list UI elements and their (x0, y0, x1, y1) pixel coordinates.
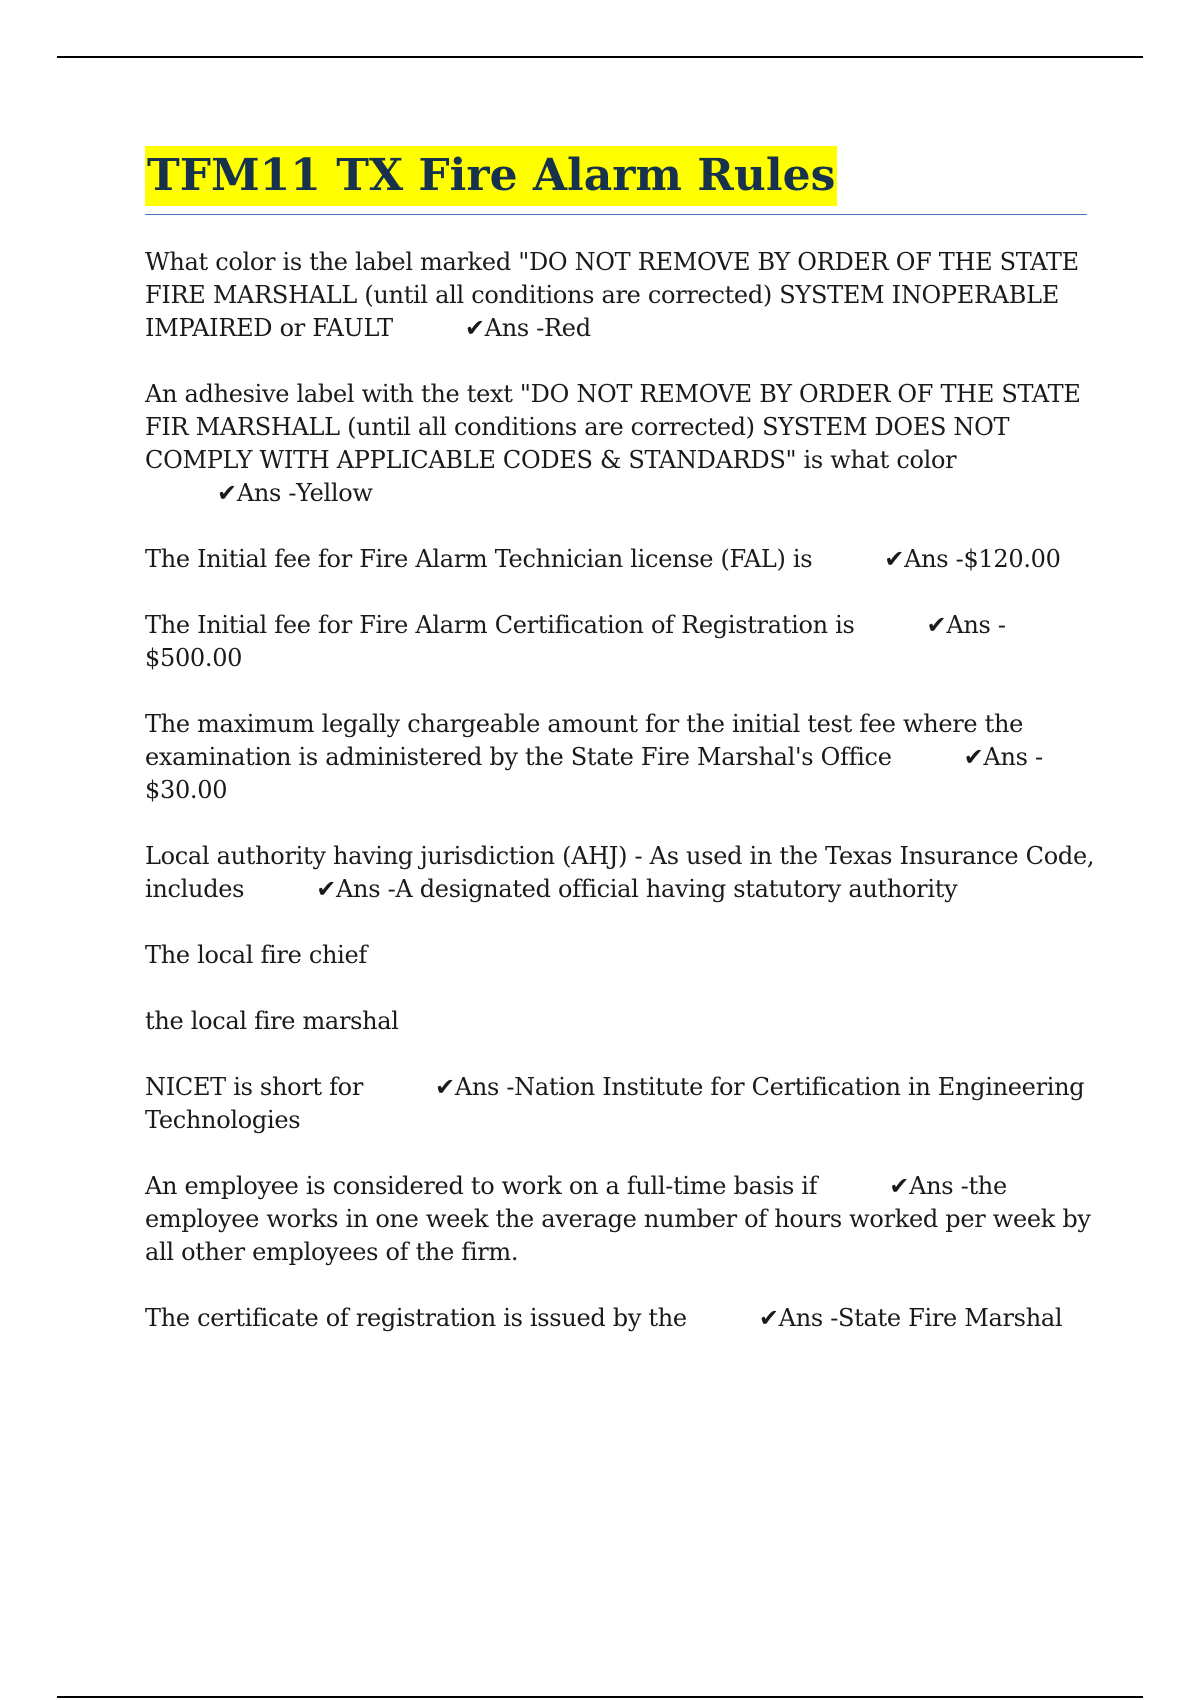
plain-line: The local fire chief (145, 941, 368, 969)
answer-label: Ans (946, 611, 991, 639)
qa-item (145, 543, 1095, 576)
answer-text: State Fire Marshal (838, 1304, 1063, 1332)
question-text: What color is the label marked "DO NOT REMOVE BY ORDER OF THE STATE FIRE MARSHALL (until all conditions are corrected) SYSTEM INOPERABLE IMPAIRED or FAULT (145, 248, 1079, 342)
answer-label: Ans (454, 1073, 500, 1101)
check-icon: ✔ (963, 743, 984, 771)
answer-text: Nation Institute for Certification in Engineering Technologies (145, 1073, 1085, 1134)
answer-marker (927, 609, 1006, 642)
answer-text: $500.00 (145, 644, 243, 672)
answer-label: Ans (484, 314, 529, 342)
answer-text: Yellow (296, 479, 373, 507)
question-text: The Initial fee for Fire Alarm Certification of Registration is (145, 611, 855, 639)
check-icon: ✔ (464, 314, 485, 342)
answer-marker (964, 741, 1043, 774)
answer-separator: - (1027, 743, 1043, 771)
check-icon: ✔ (316, 875, 337, 903)
check-icon: ✔ (889, 1172, 910, 1200)
qa-item (145, 246, 1095, 345)
title-underline (145, 214, 1087, 215)
question-text: An employee is considered to work on a full-time basis if (145, 1172, 818, 1200)
title-block (145, 146, 1087, 206)
answer-text: the employee works in one week the average number of hours worked per week by all other employees of the firm. (145, 1172, 1091, 1266)
qa-item (145, 1170, 1095, 1269)
answer-text: $120.00 (963, 545, 1061, 573)
qa-item (145, 708, 1095, 807)
answer-separator: - (528, 314, 545, 342)
page-top-rule (57, 56, 1143, 58)
answer-marker (759, 1302, 838, 1335)
answer-label: Ans (909, 1172, 954, 1200)
question-text: The maximum legally chargeable amount for the initial test fee where the examination is administered by the State Fire Marshal's Office (145, 710, 1024, 771)
answer-text: A designated official having statutory authority (395, 875, 958, 903)
qa-item (145, 840, 1095, 906)
qa-item (145, 1071, 1095, 1137)
answer-label: Ans (336, 875, 381, 903)
answer-separator: - (948, 545, 964, 573)
answer-label: Ans (236, 479, 282, 507)
question-text: The Initial fee for Fire Alarm Technician license (FAL) is (145, 545, 813, 573)
plain-line: the local fire marshal (145, 1007, 399, 1035)
question-text: The certificate of registration is issued by the (145, 1304, 687, 1332)
check-icon: ✔ (926, 611, 947, 639)
answer-marker (217, 477, 296, 510)
answer-marker (889, 1170, 968, 1203)
qa-item (145, 378, 1095, 510)
answer-separator: - (281, 479, 297, 507)
answer-separator: - (380, 875, 396, 903)
check-icon: ✔ (884, 545, 905, 573)
page-bottom-rule (57, 1696, 1143, 1698)
answer-marker (435, 1071, 514, 1104)
answer-separator: - (822, 1304, 839, 1332)
answer-separator: - (990, 611, 1006, 639)
answer-label: Ans (983, 743, 1028, 771)
answer-label: Ans (778, 1304, 823, 1332)
qa-item (145, 1302, 1095, 1335)
answer-text: Red (544, 314, 591, 342)
qa-list (145, 246, 1095, 1368)
check-icon: ✔ (758, 1304, 779, 1332)
question-text: Local authority having jurisdiction (AHJ) - As used in the Texas Insurance Code, includes (145, 842, 1095, 903)
check-icon: ✔ (435, 1073, 455, 1101)
question-text: An adhesive label with the text "DO NOT REMOVE BY ORDER OF THE STATE FIR MARSHALL (until all conditions are corrected) SYSTEM DOES NOT COMPLY WITH APPLICABLE CODES & STANDARDS" is what color (145, 380, 1081, 474)
answer-separator: - (953, 1172, 969, 1200)
check-icon: ✔ (217, 479, 237, 507)
answer-text: $30.00 (145, 776, 228, 804)
answer-label: Ans (904, 545, 949, 573)
answer-marker (884, 543, 963, 576)
answer-marker (465, 312, 544, 345)
answer-marker (316, 873, 395, 906)
qa-item (145, 609, 1095, 675)
answer-separator: - (499, 1073, 515, 1101)
question-text: NICET is short for (145, 1073, 363, 1101)
document-title: TFM11 TX Fire Alarm Rules (145, 146, 837, 206)
